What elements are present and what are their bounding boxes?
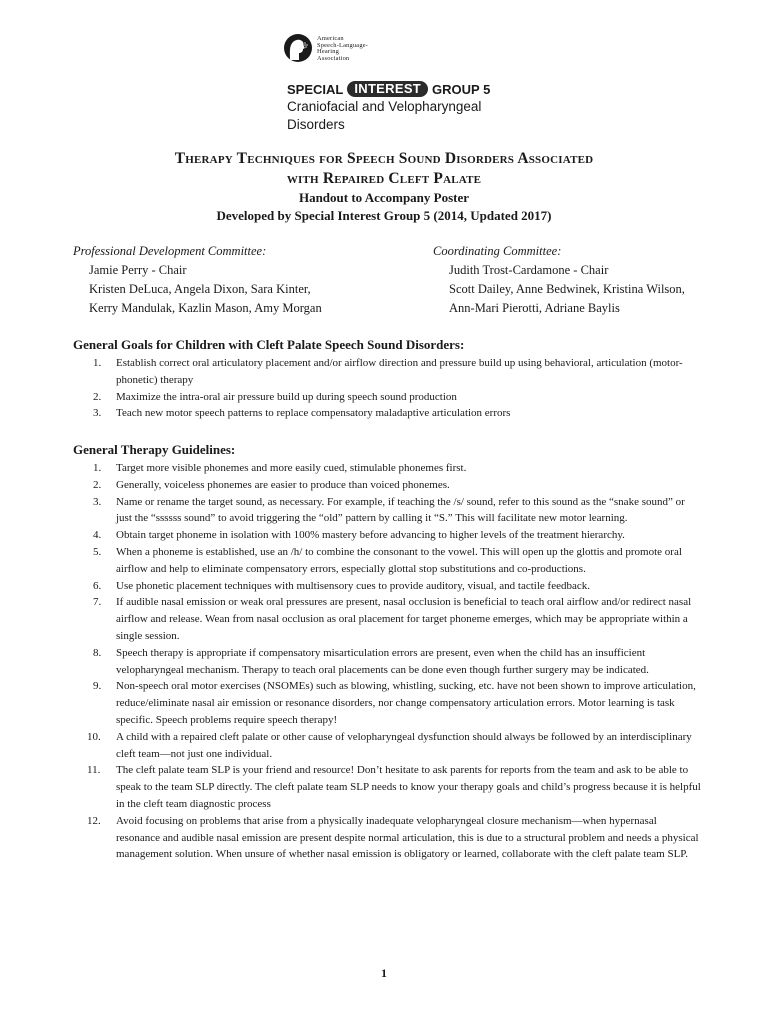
sig-name-line-1: Craniofacial and Velopharyngeal [287, 99, 482, 114]
committee-member-line: Kristen DeLuca, Angela Dixon, Sara Kinter, [89, 282, 311, 296]
item-text: Teach new motor speech patterns to replace compensatory maladaptive articulation errors [116, 407, 511, 420]
list-item [73, 762, 703, 812]
list-item [73, 544, 703, 578]
item-number: 1. [93, 462, 102, 474]
list-item [73, 729, 703, 763]
item-number: 3. [93, 407, 102, 420]
list-item [73, 578, 703, 595]
list-item [73, 813, 703, 863]
asha-logo [284, 34, 484, 66]
section-heading: General Therapy Guidelines: [73, 442, 236, 457]
document-credit: Developed by Special Interest Group 5 (2014, Updated 2017) [216, 208, 552, 223]
sig-prefix: SPECIAL [287, 81, 344, 97]
asha-name [317, 36, 368, 62]
asha-line-2: Speech-Language- [317, 41, 369, 49]
list-item [73, 594, 703, 644]
page-number: 1 [381, 966, 387, 980]
section-heading: General Goals for Children with Cleft Palate Speech Sound Disorders: [73, 337, 465, 352]
item-number: 3. [93, 495, 102, 508]
committee-member-line: Judith Trost-Cardamone - Chair [449, 263, 609, 277]
committee-member-line: Scott Dailey, Anne Bedwinek, Kristina Wilson, [449, 282, 685, 296]
list-item [73, 645, 703, 679]
item-number: 1. [93, 357, 102, 369]
item-number: 4. [93, 529, 102, 542]
item-text: Avoid focusing on problems that arise from a physically inadequate velopharyngeal closure mechanism—when hypernasal resonance and audible nasal emission are present despite normal articulation, this is due to a structural problem and needs a physical management solution. When unsure of whether nasal emission is obligatory or learned, collaborate with the cleft palate team SLP. [116, 814, 699, 861]
committee-professional-development [73, 242, 322, 318]
committee-member-line: Ann-Mari Pierotti, Adriane Baylis [449, 301, 620, 315]
committee-heading: Coordinating Committee: [433, 244, 562, 258]
item-text: Establish correct oral articulatory placement and/or airflow direction and pressure build up using behavioral, articulation (motor-phonetic) therapy [116, 357, 683, 386]
item-number: 2. [93, 390, 102, 403]
asha-head-icon [284, 34, 312, 62]
item-text: Maximize the intra-oral air pressure build up during speech sound production [116, 390, 457, 403]
item-number: 5. [93, 545, 102, 558]
sig-interest-badge: INTEREST [347, 81, 428, 97]
sig-title [287, 80, 490, 98]
committee-member-line: Jamie Perry - Chair [89, 263, 187, 277]
list-item [73, 389, 703, 406]
asha-line-1: American [317, 35, 344, 42]
sig-name-line-2: Disorders [287, 117, 345, 132]
sig-suffix: GROUP 5 [432, 81, 491, 97]
item-text: Target more visible phonemes and more easily cued, stimulable phonemes first. [116, 462, 467, 474]
item-number: 7. [93, 596, 102, 609]
list-item [73, 477, 703, 494]
list-item [73, 494, 703, 528]
list-item [73, 527, 703, 544]
item-text: A child with a repaired cleft palate or other cause of velopharyngeal dysfunction should always be followed by an interdisciplinary cleft team—not just one individual. [116, 730, 692, 760]
general-goals-section [73, 337, 703, 422]
item-number: 6. [93, 579, 102, 592]
document-subtitle: Handout to Accompany Poster [298, 190, 470, 205]
list-item [73, 460, 703, 477]
item-number: 10. [87, 730, 101, 743]
list-item [73, 678, 703, 728]
item-text: When a phoneme is established, use an /h/ to combine the consonant to the vowel. This will open up the glottis and promote oral airflow and help to eliminate compensatory errors, especially glottal stop substitutions and co-productions. [116, 545, 682, 575]
document-title-line-1: Therapy Techniques for Speech Sound Disorders Associated [174, 150, 594, 167]
guidelines-list [73, 460, 703, 863]
item-text: Use phonetic placement techniques with multisensory cues to provide auditory, visual, and tactile feedback. [116, 579, 590, 592]
item-number: 11. [87, 764, 101, 777]
item-text: Non-speech oral motor exercises (NSOMEs) such as blowing, whistling, sucking, etc. have not been shown to improve articulation, reduce/eliminate nasal air emission or resonance disorders, nor change compensatory articulation errors. Motor learning is task specific. Speech problems require speech therapy! [116, 680, 696, 726]
committee-heading: Professional Development Committee: [73, 244, 267, 258]
item-number: 2. [93, 478, 102, 491]
item-text: Generally, voiceless phonemes are easier to produce than voiced phonemes. [116, 478, 450, 491]
item-number: 8. [93, 646, 102, 659]
list-item [73, 405, 703, 422]
asha-line-4: Association [317, 54, 350, 62]
therapy-guidelines-section [73, 442, 703, 863]
document-title-line-2: with Repaired Cleft Palate [286, 170, 482, 187]
item-text: The cleft palate team SLP is your friend and resource! Don’t hesitate to ask parents for reports from the team and ask to be able to speak to the team SLP directly. The cleft palate team SLP needs to know your therapy goals and child’s progress because it is helpful in the cleft team diagnostic process [116, 764, 701, 810]
item-text: Speech therapy is appropriate if compensatory misarticulation errors are present, even when the child has an insufficient velopharyngeal mechanism. Therapy to teach oral placements can be done even though further surgery may be indicated. [116, 646, 649, 676]
goals-list [73, 355, 703, 422]
asha-line-3: Hearing [317, 48, 339, 56]
committee-coordinating [433, 242, 685, 318]
item-number: 9. [93, 680, 102, 693]
committee-member-line: Kerry Mandulak, Kazlin Mason, Amy Morgan [89, 301, 322, 315]
item-number: 12. [87, 814, 101, 827]
item-text: Obtain target phoneme in isolation with 100% mastery before advancing to higher levels of the treatment hierarchy. [116, 529, 625, 542]
item-text: Name or rename the target sound, as necessary. For example, if teaching the /s/ sound, refer to this sound as the “snake sound” or just the “ssssss sound” to avoid triggering the “old” pattern by calling it “S.” This will facilitate new motor learning. [116, 495, 685, 525]
item-text: If audible nasal emission or weak oral pressures are present, nasal occlusion is beneficial to teach oral airflow and/or redirect nasal airflow and release. Wean from nasal occlusion as oral placement for target phoneme emerges, which may be appropriate within a single session. [116, 596, 692, 642]
list-item [73, 355, 703, 389]
